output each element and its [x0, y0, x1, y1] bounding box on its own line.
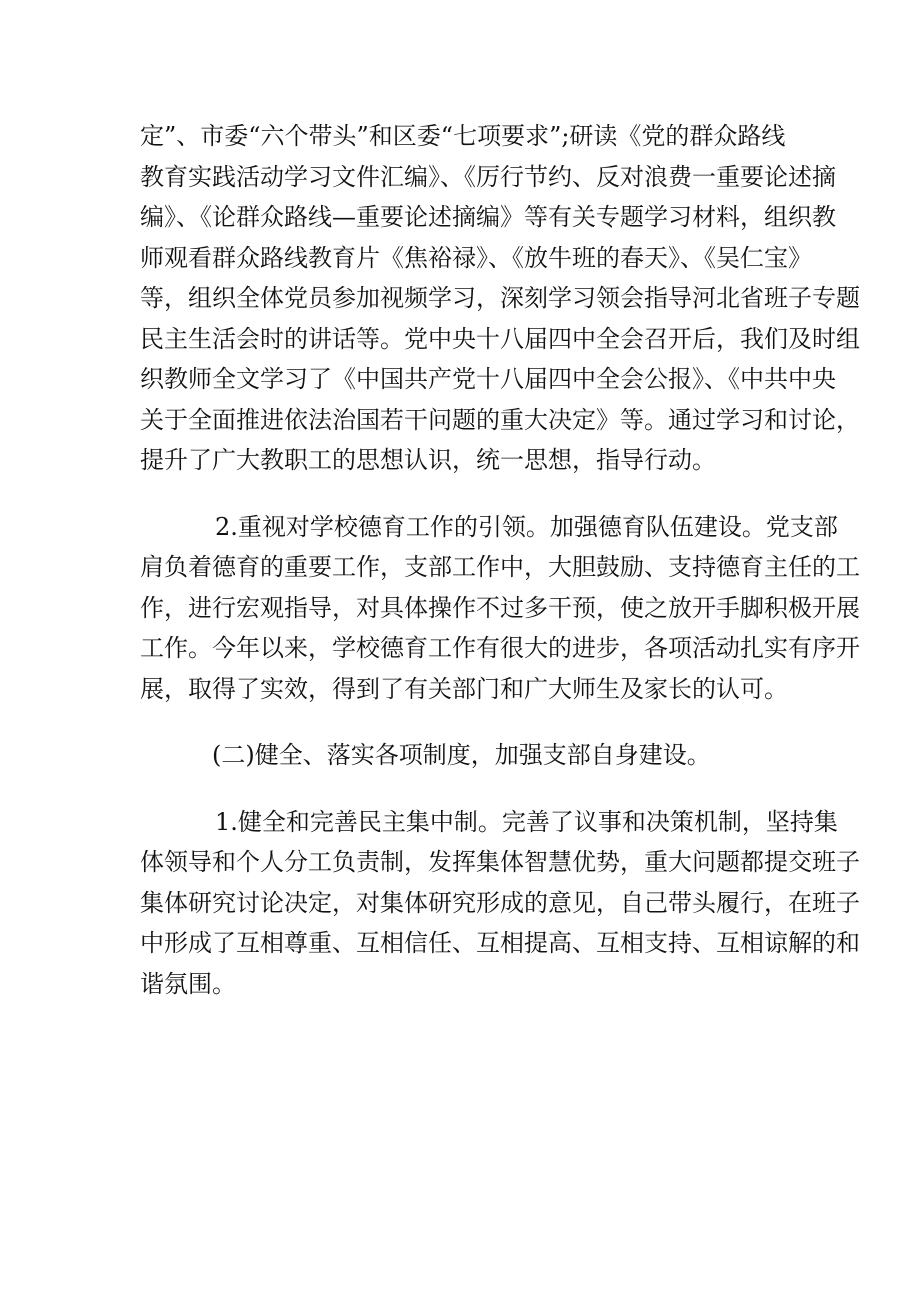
- paragraph-moral-education: [140, 507, 860, 710]
- text-line: 谐氛围。: [140, 969, 236, 998]
- text-line: 织教师全文学习了《中国共产党十八届四中全会公报》、《中共中央: [140, 365, 836, 393]
- section-heading: (二)健全、落实各项制度，加强支部自身建设。: [212, 741, 711, 769]
- paragraph-study-materials: [140, 116, 860, 481]
- text-line: 肩负着德育的重要工作，支部工作中，大胆鼓励、支持德育主任的工: [140, 553, 860, 581]
- text-line: 民主生活会时的讲话等。党中央十八届四中全会召开后，我们及时组: [140, 324, 860, 353]
- text-line: 体领导和个人分工负责制，发挥集体智慧优势，重大问题都提交班子: [140, 848, 860, 876]
- paragraph-spacer: [140, 709, 790, 735]
- text-line: 2.重视对学校德育工作的引领。加强德育队伍建设。党支部: [215, 512, 838, 541]
- text-line: 工作。今年以来，学校德育工作有很大的进步，各项活动扎实有序开: [140, 634, 860, 662]
- text-line: 等，组织全体党员参加视频学习，深刻学习领会指导河北省班子专题: [140, 284, 860, 312]
- text-line: 定”、市委“六个带头”和区委“七项要求”;研读《党的群众路线: [140, 122, 786, 150]
- paragraph-spacer: [140, 776, 790, 802]
- paragraph-democratic-centralism: [140, 802, 860, 1005]
- text-line: 提升了广大教职工的思想认识，统一思想，指导行动。: [140, 446, 716, 474]
- text-line: 师观看群众路线教育片《焦裕禄》、《放牛班的春天》、《吴仁宝》: [140, 243, 812, 272]
- text-line: 编》、《论群众路线—重要论述摘编》等有关专题学习材料，组织教: [140, 203, 836, 231]
- text-line: 集体研究讨论决定，对集体研究形成的意见，自己带头履行，在班子: [140, 888, 860, 917]
- section-heading-systems: [140, 735, 790, 776]
- paragraph-spacer: [140, 481, 790, 507]
- text-line: 关于全面推进依法治国若干问题的重大决定》等。通过学习和讨论，: [140, 405, 860, 434]
- document-body: [140, 116, 860, 1004]
- text-line: 展，取得了实效，得到了有关部门和广大师生及家长的认可。: [140, 674, 788, 703]
- text-line: 作，进行宏观指导，对具体操作不过多干预，使之放开手脚积极开展: [140, 593, 860, 622]
- text-line: 教育实践活动学习文件汇编》、《厉行节约、反对浪费一重要论述摘: [140, 162, 836, 191]
- text-line: 1.健全和完善民主集中制。完善了议事和决策机制，坚持集: [215, 807, 838, 836]
- text-line: 中形成了互相尊重、互相信任、互相提高、互相支持、互相谅解的和: [140, 929, 860, 957]
